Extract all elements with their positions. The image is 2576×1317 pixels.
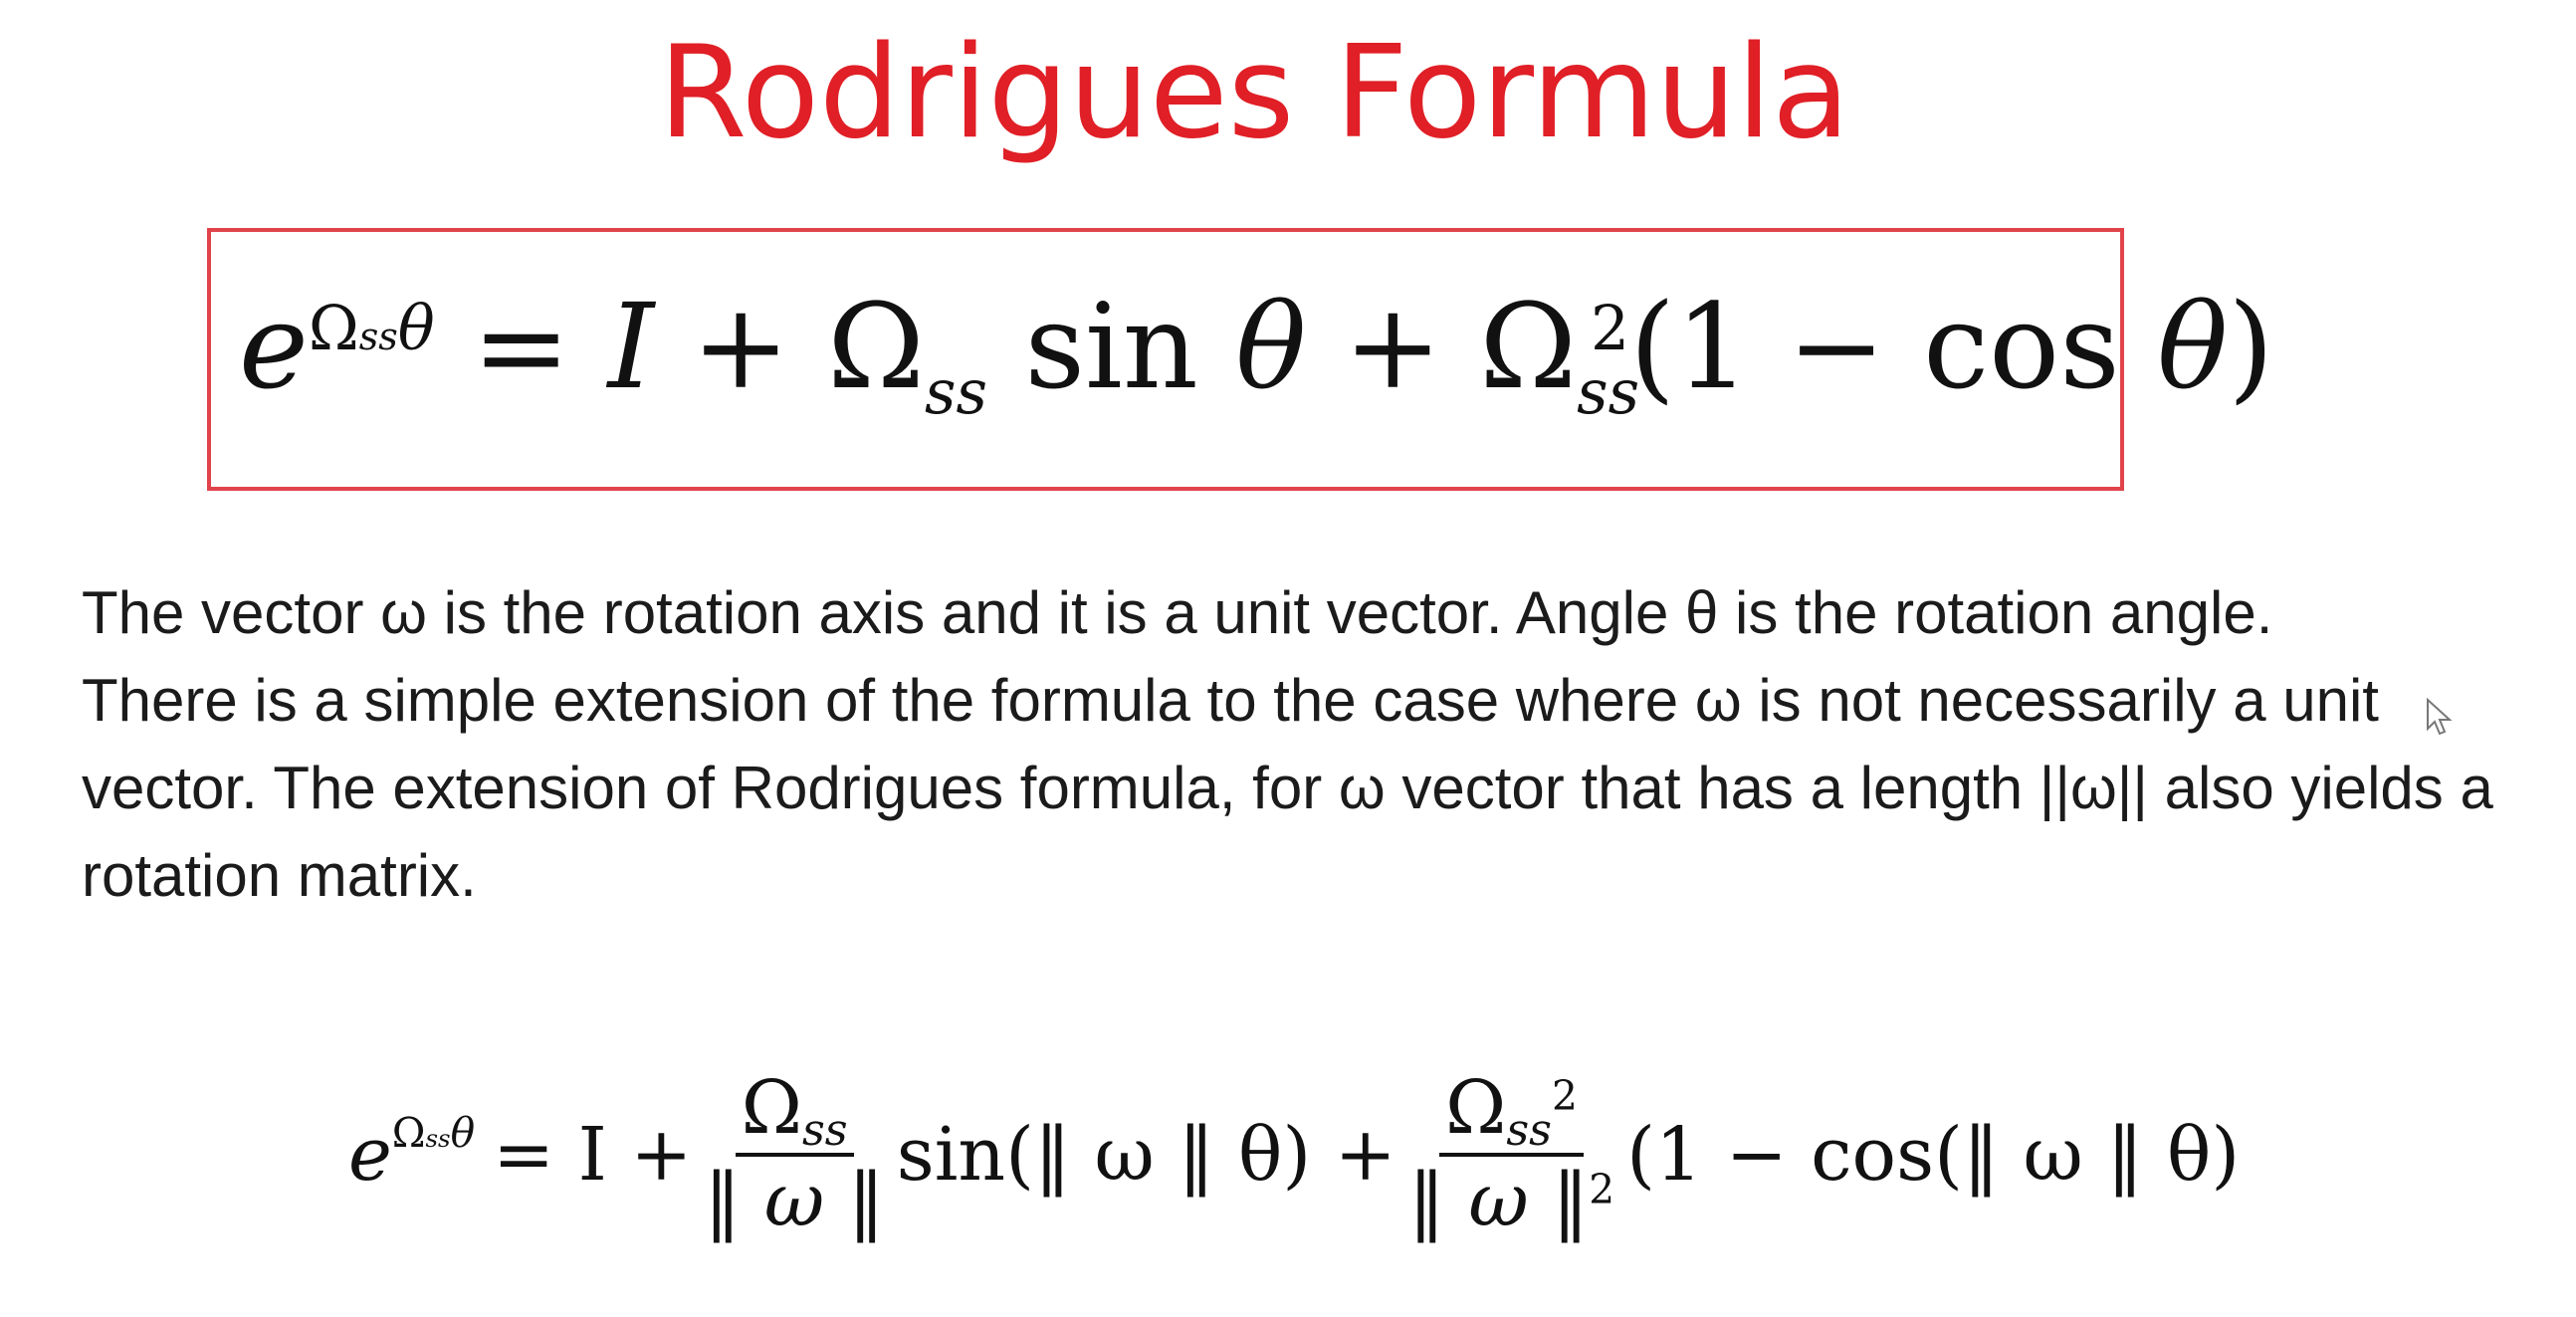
- extended-rodrigues-formula: e Ωssθ = I + $\frac{\text{Ωss}}{‖ \omega ‖}$ sin(‖ ω ‖ θ) + $\frac{\Omega ss^2}{‖ \omega ‖^2}$ (1 − cos(‖ ω ‖ θ): [348, 1064, 2241, 1243]
- formula-omega-squared: Ω: [1479, 278, 1578, 415]
- paragraph-extension: There is a simple extension of the formula to the case where ω is not necessarily a unit vector. The extension of Rodrigues formula, for ω vector that has a length ||ω|| also yields a rotation matrix.: [82, 667, 2493, 909]
- ext-sin-term: sin(‖ ω ‖ θ) +: [896, 1112, 1396, 1198]
- ext-fraction-cos: $\frac{\Omega ss^2}{‖ \omega ‖^2}$: [1407, 1064, 1615, 1243]
- formula-identity: I: [607, 278, 655, 415]
- ext-fraction-sin: $\frac{\text{Ωss}}{‖ \omega ‖}$: [704, 1064, 885, 1243]
- explanation-text: [82, 569, 2530, 920]
- mouse-pointer-icon: [2425, 697, 2455, 737]
- ext-identity-term: = I +: [493, 1112, 693, 1198]
- ext-cos-term: (1 − cos(‖ ω ‖ θ): [1626, 1112, 2241, 1198]
- paragraph-rotation-axis: The vector ω is the rotation axis and it is a unit vector. Angle θ is the rotation angle.: [82, 579, 2273, 646]
- formula-equals: =: [472, 278, 571, 415]
- formula-omega: Ω: [827, 278, 925, 415]
- formula-lhs-exponent: Ωssθ: [308, 293, 435, 364]
- rodrigues-formula: $e^{\Omega ss\theta} = I + \Omega_{ss}$ $\sin \theta + \Omega_{ss}^2(1 - \cos \theta)$: [239, 278, 2274, 428]
- formula-sin: sin: [1024, 278, 1198, 415]
- formula-lhs-base: e: [239, 278, 309, 415]
- slide-title: Rodrigues Formula: [658, 19, 1850, 167]
- ext-lhs-exponent: Ωssθ: [391, 1108, 476, 1157]
- formula-cos-term: (1 − cos: [1629, 278, 2120, 415]
